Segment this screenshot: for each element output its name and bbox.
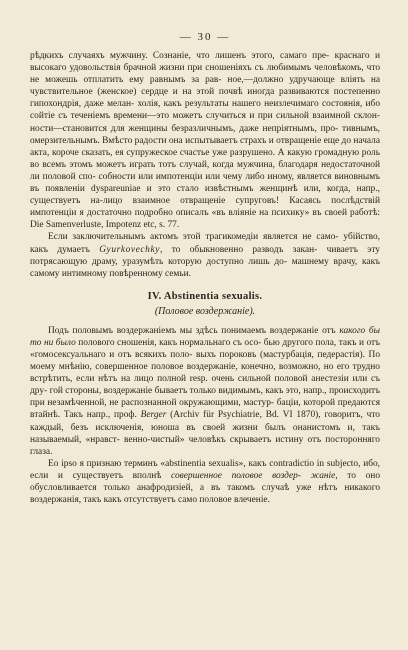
text-line: Если заключительнымъ актомъ этой трагикомедіи является не само-: [48, 232, 339, 243]
text-run: (Archiv: [166, 410, 200, 421]
text-line: нѣтъ на лицо полной resp. очень сильной половой анестезіи или съ дру-: [30, 374, 380, 397]
paragraph-1: [30, 50, 380, 231]
chapter-subtitle: (Половое воздержаніе).: [154, 305, 256, 317]
text-line: психику» въ своей работѣ: Die Samenverluste, Impotenz etc, s. 77.: [30, 208, 381, 231]
text-line: Ео ipso я признаю терминъ «abstinentia sexualis», какъ contradictio in: [48, 458, 325, 469]
text-line: любимымъ человѣкомъ, что не можешь отплатить ему равнымъ за рав-: [30, 63, 381, 86]
text-line: ности—становится для женщины безразличнымъ, даже непріятнымъ, про-: [30, 123, 339, 134]
text-line: юноша въ своей жизни былъ онанистомъ и, такъ называемый, «нравст-: [30, 422, 380, 445]
text-line: уже нѣтъ никакого воздержанія, такъ какъ отсутствуетъ само половое: [30, 483, 381, 506]
text-line: половое воздержаніе, конечно, возможно, но его трудно встрѣтить, если: [30, 362, 380, 385]
text-line: тотъ случай, когда мужчина, благодаря недостаточной ли половой спо-: [30, 159, 380, 182]
text-line: собности или импотенціи или чему либо иному, является виновнымъ въ: [30, 171, 380, 195]
text-line: на этой почвѣ иногда развиваются постепенно гипохондрія, даже мелан-: [30, 87, 381, 110]
text-run: убійство, какъ думаетъ: [30, 232, 381, 255]
text-line: венно-чистый» человѣкъ скрываетъ истину отъ посторонняго глаза.: [30, 434, 380, 457]
text-line: краснаго и высокаго удовольствія брачной жизни при сношеніяхъ съ: [30, 51, 381, 74]
text-line: влеченіе.: [234, 495, 270, 506]
paragraph-2: [30, 231, 380, 279]
text-line: холія, какъ результаты нашего неизлечимаго состоянія, ибо сойтіе съ: [30, 99, 381, 122]
text-run: , то оно обусловливается только анафродизіей, а въ такомъ случаѣ: [30, 470, 381, 493]
author-name: Berger: [140, 410, 167, 421]
emphasis-text: жаніе: [310, 470, 336, 481]
text-line: тивнымъ, омерзительнымъ. Вмѣсто радости она испытываетъ страхъ и: [30, 123, 381, 146]
text-line: послѣдствій импотенціи я достаточно подробно описалъ «въ вліяніе на: [30, 196, 381, 219]
text-line: появленіи dyspareuniae и это стало извѣстнымъ женщинѣ или, когда,: [45, 184, 351, 195]
text-line: напр., существуетъ на-лицо взаимное отвращеніе супруговъ! Касаясь: [30, 184, 381, 207]
text-line: машнему врачу, какъ самому интимному повѣренному семьи.: [30, 256, 380, 279]
author-name: Gyurkovechky: [99, 244, 160, 255]
text-line: ное,—должно удручающе вліять на чувствительное (женское) сердце и: [30, 75, 380, 98]
text-line: отвращеніе еще до начала акта, короче сказать, ея супружеское счастье: [30, 135, 380, 158]
emphasis-text: совершенное половое воздер-: [171, 470, 301, 481]
text-line: бью другого пола, такъ и отъ «гомосексуальнаго и отъ всякихъ поло-: [30, 337, 380, 360]
text-line: выхъ пороковъ (мастурбація, педерастія). По моему мнѣнію, совершенное: [30, 349, 381, 373]
text-run: баціи, которой предаются втайнѣ. Такъ напр., проф.: [30, 398, 381, 421]
paragraph-3: [30, 325, 380, 458]
text-run: subjecto, ибо, если и существуетъ вполнѣ: [30, 458, 381, 481]
text-line: уже разрушено. А какую громадную роль во всемъ этомъ можетъ играть: [30, 147, 380, 170]
text-line: für Psychiatrie, Bd. VI 1870), говоритъ, что каждый, безъ исключенія,: [30, 410, 380, 433]
text-run: полового сношенія, какъ нормальнаго съ осо-: [75, 337, 262, 348]
text-line: чиваетъ эту потрясающую драму, уразумѣть которую доступно лишь до-: [30, 244, 380, 267]
text-line: происходитъ при незамѣченной, не распознанной окружающими, мастур-: [30, 386, 381, 409]
page-number: — 30 —: [179, 31, 231, 43]
text-line: Подъ половымъ воздержаніемъ мы здѣсь понимаемъ воздержаніе отъ: [48, 325, 336, 336]
text-run: , то обыкновенно разводъ закан-: [160, 244, 318, 255]
emphasis-text: какого бы то ни было: [30, 325, 380, 348]
text-line: рѣдкихъ случаяхъ мужчину. Сознаніе, что лишенъ этого, самаго пре-: [30, 51, 330, 61]
chapter-title: IV. Abstinentia sexualis.: [147, 290, 263, 302]
paragraph-4: [30, 458, 380, 506]
text-line: теченіемъ времени—это можетъ случиться и при сильной взаимной склон-: [70, 111, 380, 122]
text-line: гой стороны, воздержаніе бываетъ только видимымъ, какъ это, напр.,: [49, 386, 327, 397]
